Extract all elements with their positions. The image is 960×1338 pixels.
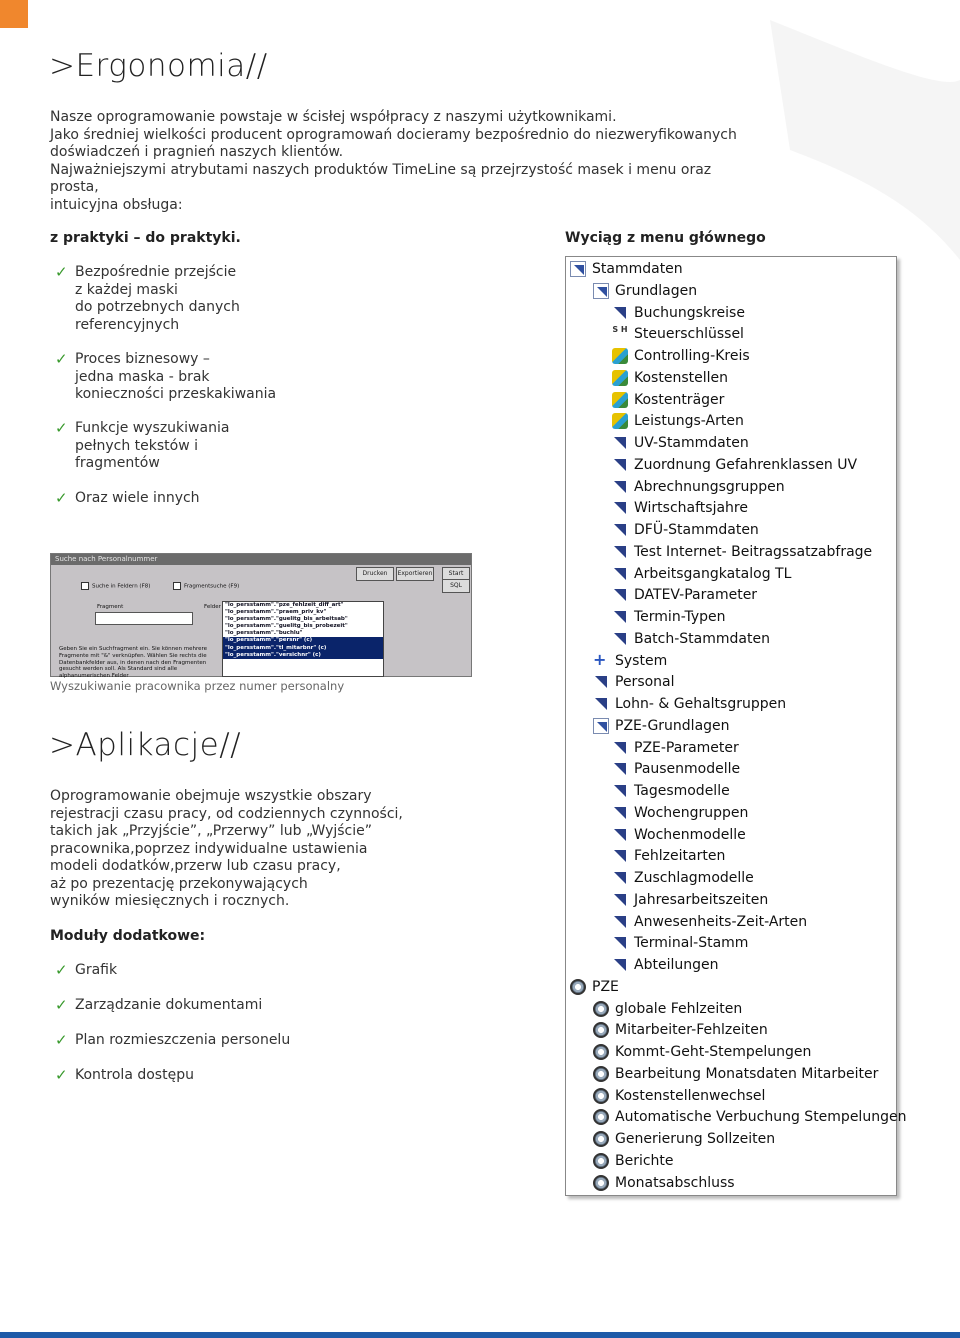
menu-tree-item[interactable] <box>612 846 725 866</box>
search-dialog-screenshot <box>50 553 472 680</box>
field-list-item[interactable]: "lo_persstamm"."guelitg_bis_arbeitsab" <box>225 616 348 623</box>
flag-icon <box>612 522 628 538</box>
modules-list <box>55 962 355 1085</box>
menu-tree-label: Kommt-Geht-Stempelungen <box>615 1044 812 1060</box>
menu-tree-item[interactable] <box>593 672 675 692</box>
menu-tree-item[interactable] <box>593 1151 674 1171</box>
menu-tree-title: Wyciąg z menu głównego <box>565 230 766 246</box>
menu-tree-label: Controlling-Kreis <box>634 348 750 364</box>
apps-line: wyników miesięcznych i rocznych. <box>50 893 290 909</box>
clock-icon <box>593 1153 609 1169</box>
menu-tree-label: Test Internet- Beitragssatzabfrage <box>634 543 873 560</box>
flag-icon <box>612 935 628 951</box>
check-icon: ✓ <box>55 961 68 979</box>
flag-icon <box>612 305 628 321</box>
start-button[interactable]: Start <box>442 567 470 581</box>
menu-tree-item[interactable] <box>612 912 807 932</box>
menu-tree-label: PZE-Grundlagen <box>615 717 730 734</box>
menu-tree-label: Stammdaten <box>592 261 683 277</box>
fields-listbox[interactable] <box>222 601 384 677</box>
dialog-caption: Wyszukiwanie pracownika przez numer personalny <box>50 679 345 693</box>
menu-tree-item[interactable] <box>593 1064 878 1084</box>
intro-line: doświadczeń i pragnień naszych klientów. <box>50 144 344 160</box>
fragment-label: Fragment <box>97 604 124 610</box>
apps-paragraph <box>50 788 510 911</box>
help-text: Geben Sie ein Suchfragment ein. Sie können mehrere Fragmente mit "&" verknüpfen. Wählen Sie rechts die Datenbankfelder aus, in denen nach den Fragmenten gesucht werden soll. Als Standard sind alle alphanumerischen Felder <box>59 646 207 680</box>
clock-icon <box>593 1066 609 1082</box>
plus-icon: + <box>593 649 607 669</box>
intro-line: Najważniejszymi atrybutami naszych produktów TimeLine są przejrzystość masek i menu oraz prosta, <box>50 161 712 195</box>
corner-accent <box>0 0 28 28</box>
folder-icon <box>570 261 586 277</box>
flag-icon <box>612 870 628 886</box>
bottom-bar <box>0 1332 960 1338</box>
flag-icon <box>612 957 628 973</box>
menu-tree-item[interactable] <box>612 433 749 453</box>
checkbox-label: Suche in Feldern (F8) <box>92 583 151 590</box>
module-text: Plan rozmieszczenia personelu <box>75 1032 291 1048</box>
intro-paragraph <box>50 109 750 214</box>
menu-tree-item[interactable] <box>612 477 785 497</box>
menu-tree-item[interactable] <box>593 716 730 736</box>
flag-icon <box>612 500 628 516</box>
menu-tree-item[interactable] <box>593 651 667 671</box>
flag-icon <box>612 544 628 560</box>
menu-tree-label: Monatsabschluss <box>615 1174 735 1191</box>
heading-aplikacje: >Aplikacje// <box>49 727 242 763</box>
drucken-button[interactable]: Drucken <box>356 567 394 581</box>
flag-icon <box>612 457 628 473</box>
menu-tree-label: Kostenstellenwechsel <box>615 1087 766 1104</box>
feature-item <box>55 264 315 351</box>
check-icon: ✓ <box>55 1031 68 1049</box>
menu-tree-label: Automatische Verbuchung Stempelungen <box>615 1109 907 1126</box>
cube-icon <box>612 392 628 408</box>
field-list-item[interactable]: "lo_persstamm"."versichnr" (c) <box>223 652 383 659</box>
menu-tree-label: System <box>615 652 668 669</box>
praktyki-label: z praktyki – do praktyki. <box>50 230 241 246</box>
flag-icon <box>612 740 628 756</box>
menu-tree-item[interactable] <box>593 281 697 301</box>
menu-tree-label: Mitarbeiter-Fehlzeiten <box>615 1022 768 1039</box>
check-icon: ✓ <box>55 419 68 437</box>
flag-icon <box>612 914 628 930</box>
feature-text: Proces biznesowy – jedna maska - brak konieczności przeskakiwania <box>75 351 277 402</box>
flag-icon <box>593 674 609 690</box>
feature-text: Oraz wiele innych <box>75 490 200 506</box>
flag-icon <box>612 783 628 799</box>
module-text: Kontrola dostępu <box>75 1067 194 1083</box>
menu-tree-label: Wochenmodelle <box>634 826 746 843</box>
apps-line: takich jak „Przyjście”, „Przerwy” lub „Wyjście” <box>50 823 372 839</box>
field-list-item[interactable]: "lo_persstamm"."guelitg_bis_probezeit" <box>225 623 348 630</box>
folder-icon <box>593 718 609 734</box>
field-list-item[interactable]: "lo_persstamm"."tl_mitarbnr" (c) <box>223 645 383 652</box>
menu-tree-item[interactable] <box>612 368 728 388</box>
menu-tree-label: Jahresarbeitszeiten <box>634 891 769 908</box>
checkbox-label: Fragmentsuche (F9) <box>184 583 240 590</box>
menu-tree-item[interactable] <box>612 346 750 366</box>
module-item <box>55 1032 355 1067</box>
flag-icon <box>612 848 628 864</box>
flag-icon <box>593 696 609 712</box>
cube-icon <box>612 348 628 364</box>
check-icon: ✓ <box>55 263 68 281</box>
menu-tree-item[interactable] <box>612 825 746 845</box>
module-text: Grafik <box>75 962 118 978</box>
menu-tree-label: Kostenträger <box>634 391 725 408</box>
menu-tree-item[interactable] <box>612 390 724 410</box>
menu-tree-item[interactable] <box>612 803 748 823</box>
apps-line: aż po prezentację przekonywających <box>50 875 308 892</box>
module-item <box>55 997 355 1032</box>
module-text: Zarządzanie dokumentami <box>75 997 263 1013</box>
check-icon: ✓ <box>55 1066 68 1084</box>
menu-tree-label: Berichte <box>615 1152 674 1169</box>
menu-tree-label: Personal <box>615 674 675 691</box>
menu-tree-item[interactable] <box>612 933 748 953</box>
menu-tree-item[interactable] <box>612 498 748 518</box>
menu-tree-label: DFÜ-Stammdaten <box>634 522 759 538</box>
menu-tree-label: Tagesmodelle <box>634 783 730 799</box>
menu-tree-item[interactable] <box>612 455 857 475</box>
module-item <box>55 962 355 997</box>
clock-icon <box>570 979 586 995</box>
checkbox-icon[interactable] <box>81 582 89 590</box>
flag-icon <box>612 892 628 908</box>
menu-tree-item[interactable] <box>612 564 791 584</box>
menu-tree-label: Fehlzeitarten <box>634 848 726 865</box>
menu-tree-label: Zuschlagmodelle <box>634 870 754 886</box>
menu-tree-label: Steuerschlüssel <box>634 326 744 343</box>
menu-tree-label: UV-Stammdaten <box>634 435 749 451</box>
menu-tree-item[interactable] <box>612 411 744 431</box>
check-icon: ✓ <box>55 350 68 368</box>
menu-tree-label: Grundlagen <box>615 282 698 299</box>
cube-icon <box>612 370 628 386</box>
menu-tree-label: Anwesenheits-Zeit-Arten <box>634 913 808 930</box>
check-icon: ✓ <box>55 489 68 507</box>
intro-line: Jako średniej wielkości producent oprogramowań docieramy bezpośrednio do niezweryfikowanych <box>50 126 737 143</box>
checkbox-icon[interactable] <box>173 582 181 590</box>
menu-tree-label: globale Fehlzeiten <box>615 1000 743 1017</box>
dialog-title: Suche nach Personalnummer <box>51 554 471 565</box>
field-list-item[interactable]: "lo_persstamm"."buchlu" <box>225 630 303 637</box>
menu-tree-item[interactable] <box>570 977 619 997</box>
menu-tree-item[interactable] <box>593 1086 765 1106</box>
felder-search-checkbox[interactable] <box>81 582 150 590</box>
menu-tree-item[interactable] <box>612 585 757 605</box>
menu-tree-item[interactable] <box>612 759 740 779</box>
flag-icon <box>612 479 628 495</box>
check-icon: ✓ <box>55 996 68 1014</box>
menu-tree-item[interactable] <box>612 781 730 801</box>
menu-tree-item[interactable] <box>612 890 768 910</box>
flag-icon <box>612 566 628 582</box>
menu-tree-label: Wirtschaftsjahre <box>634 500 748 517</box>
menu-tree-item[interactable] <box>593 999 742 1019</box>
feature-item <box>55 490 315 508</box>
menu-tree-label: Batch-Stammdaten <box>634 630 770 647</box>
menu-tree-label: PZE <box>592 978 619 995</box>
folder-icon <box>593 283 609 299</box>
menu-tree-item[interactable] <box>593 1020 768 1040</box>
menu-tree-item[interactable] <box>612 607 726 627</box>
menu-tree-label: Termin-Typen <box>634 609 726 625</box>
menu-tree-label: Abteilungen <box>634 957 719 973</box>
clock-icon <box>593 1044 609 1060</box>
menu-tree-label: Generierung Sollzeiten <box>615 1131 776 1147</box>
modules-label: Moduły dodatkowe: <box>50 928 206 944</box>
menu-tree-item[interactable] <box>570 259 683 279</box>
feature-item <box>55 351 315 420</box>
menu-tree-label: Arbeitsgangkatalog TL <box>634 565 792 582</box>
feature-text: Bezpośrednie przejście z każdej maski do potrzebnych danych referencyjnych <box>75 264 240 333</box>
flag-icon <box>612 761 628 777</box>
feature-item <box>55 420 315 490</box>
menu-tree-label: Bearbeitung Monatsdaten Mitarbeiter <box>615 1065 879 1082</box>
menu-tree-item[interactable] <box>612 542 872 562</box>
menu-tree-item[interactable] <box>612 520 759 540</box>
apps-line: pracownika,poprzez indywidualne ustawienia <box>50 840 368 857</box>
menu-tree-label: Abrechnungsgruppen <box>634 478 785 495</box>
flag-icon <box>612 805 628 821</box>
sql-button[interactable]: SQL <box>442 579 470 593</box>
menu-tree-item[interactable] <box>593 1129 775 1149</box>
menu-tree-item[interactable] <box>612 629 770 649</box>
clock-icon <box>593 1175 609 1191</box>
menu-tree-label: Wochengruppen <box>634 804 749 821</box>
menu-tree-item[interactable] <box>612 955 718 975</box>
menu-tree-label: Terminal-Stamm <box>634 935 749 952</box>
field-list-item[interactable]: "lo_persstamm"."pze_fehlzeit_diff_art" <box>225 602 344 608</box>
menu-tree-item[interactable] <box>612 303 745 323</box>
menu-tree-label: DATEV-Parameter <box>634 587 758 604</box>
menu-tree-item[interactable] <box>593 1107 906 1127</box>
menu-tree-label: Leistungs-Arten <box>634 413 744 430</box>
menu-tree-label: Pausenmodelle <box>634 761 741 778</box>
menu-tree-item[interactable] <box>612 738 739 758</box>
intro-line: intuicyjna obsługa: <box>50 196 183 213</box>
clock-icon <box>593 1022 609 1038</box>
fragment-input[interactable] <box>95 612 193 625</box>
clock-icon <box>593 1109 609 1125</box>
cube-icon <box>612 413 628 429</box>
flag-icon <box>612 435 628 451</box>
menu-tree-label: Lohn- & Gehaltsgruppen <box>615 696 787 712</box>
menu-tree-label: Zuordnung Gefahrenklassen UV <box>634 456 858 473</box>
clock-icon <box>593 1131 609 1147</box>
exportieren-button[interactable]: Exportieren <box>396 567 434 581</box>
module-item <box>55 1067 355 1085</box>
menu-tree-label: PZE-Parameter <box>634 739 739 756</box>
main-menu-tree <box>565 256 907 1196</box>
heading-ergonomia: >Ergonomia// <box>49 48 268 84</box>
apps-line: modeli dodatków,przerw lub czasu pracy, <box>50 858 341 874</box>
key-icon: S H <box>612 325 628 335</box>
menu-tree-item[interactable] <box>593 1042 811 1062</box>
clock-icon <box>593 1088 609 1104</box>
flag-icon <box>612 631 628 647</box>
field-list-item[interactable]: "lo_persstamm"."praem_priv_kv" <box>225 609 327 616</box>
intro-line: Nasze oprogramowanie powstaje w ścisłej współpracy z naszymi użytkownikami. <box>50 109 617 125</box>
flag-icon <box>612 587 628 603</box>
fragment-search-checkbox[interactable] <box>173 582 239 590</box>
menu-tree-item[interactable] <box>612 324 744 344</box>
felder-label: Felder <box>204 604 221 610</box>
feature-text: Funkcje wyszukiwania pełnych tekstów i fragmentów <box>75 420 230 471</box>
menu-tree-item[interactable] <box>593 694 786 714</box>
menu-tree-item[interactable] <box>593 1173 735 1193</box>
menu-tree-label: Buchungskreise <box>634 304 745 321</box>
flag-icon <box>612 609 628 625</box>
apps-line: rejestracji czasu pracy, od codziennych czynności, <box>50 805 403 822</box>
menu-tree-label: Kostenstellen <box>634 369 728 386</box>
flag-icon <box>612 827 628 843</box>
field-list-item[interactable]: "lo_persstamm"."persnr" (c) <box>223 637 383 644</box>
clock-icon <box>593 1001 609 1017</box>
menu-tree-item[interactable] <box>612 868 754 888</box>
apps-line: Oprogramowanie obejmuje wszystkie obszary <box>50 788 372 804</box>
feature-list <box>55 264 315 508</box>
